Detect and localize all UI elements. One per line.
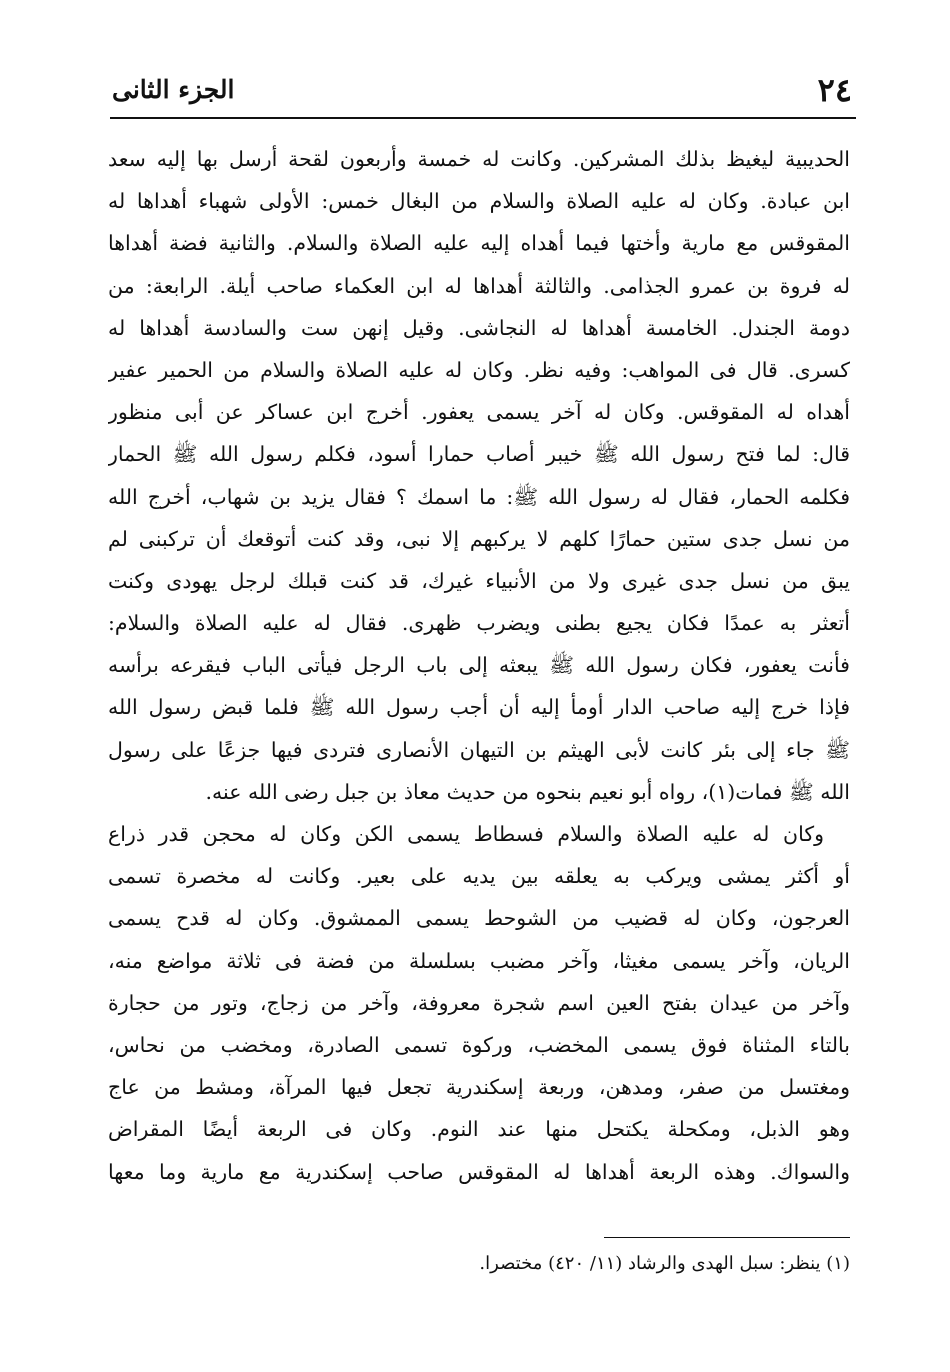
text-line: فإذا خرج إليه صاحب الدار أومأ إليه أن أجب رسول الله ﷺ فلما قبض رسول الله: [108, 695, 850, 720]
text-line: الحديبية ليغيظ بذلك المشركين. وكانت له خمسة وأربعون لقحة أرسل بها إليه سعد: [108, 147, 850, 171]
text-line: له فروة بن عمرو الجذامى. والثالثة أهداها له ابن العكماء صاحب أيلة. الرابعة: من: [108, 273, 850, 298]
header-rule: [110, 117, 856, 119]
text-line: ﷺ جاء إلى بئر كانت لأبى الهيثم بن التيهان الأنصارى فتردى فيها جزعًا على رسول: [108, 737, 850, 762]
footnote-rule: [604, 1237, 850, 1238]
footnote: (١) ينظر: سبل الهدى والرشاد (١١/ ٤٢٠) مختصرا.: [479, 1253, 850, 1274]
text-line: دومة الجندل. الخامسة أهداها له النجاشى. وقيل إنهن ست والسادسة أهداها له: [108, 315, 850, 340]
text-line: ابن عبادة. وكان له عليه الصلاة والسلام من البغال خمس: الأولى شهباء أهداها له: [108, 189, 850, 214]
body-text: [108, 138, 850, 1193]
text-line: كسرى. قال فى المواهب: وفيه نظر. وكان له عليه الصلاة والسلام من الحمير عفير: [108, 357, 850, 382]
text-line: بالتاء المثناة فوق يسمى المخضب، وركوة تسمى الصادرة، ومخضب من نحاس،: [108, 1032, 850, 1057]
text-line: العرجون، وكان له قضيب من الشوحط يسمى الممشوق. وكان له قدح يسمى: [108, 906, 850, 931]
text-line: من نسل جدى ستين حمارًا كلهم لا يركبهم إلا نبى، وقد كنت أتوقعك أن تركبنى لم: [108, 526, 850, 551]
text-line: وكان له عليه الصلاة والسلام فسطاط يسمى الكن وكان له محجن قدر ذراع: [108, 822, 824, 846]
text-line: يبق من نسل جدى غيرى ولا من الأنبياء غيرك، قد كنت قبلك لرجل يهودى وكنت: [108, 568, 850, 593]
text-line: وهو الذبل، ومكحلة يكتحل منها عند النوم. وكان فى الربعة أيضًا المقراض: [108, 1117, 850, 1142]
text-line: المقوقس مع مارية وأختها فيما أهداه إليه عليه الصلاة والسلام. والثانية فضة أهداها: [108, 231, 850, 256]
text-line: قال: لما فتح رسول الله ﷺ خيبر أصاب حمارا أسود، فكلم رسول الله ﷺ الحمار: [108, 442, 850, 467]
text-line: فأنت يعفور، فكان رسول الله ﷺ يبعثه إلى باب الرجل فيأتى الباب فيقرعه برأسه: [108, 653, 850, 678]
page-header: [112, 70, 852, 114]
text-line: أتعثر به عمدًا فكان يجيع بطنى ويضرب ظهرى. فقال له عليه الصلاة والسلام:: [108, 611, 850, 636]
text-line: الريان، وآخر يسمى مغيثا، وآخر مضبب بسلسلة من فضة فى ثلاثة مواضع منه،: [108, 948, 850, 973]
text-line: الله ﷺ فمات(١)، رواه أبو نعيم بنحوه من حديث معاذ بن جبل رضى الله عنه.: [205, 779, 850, 804]
text-line: فكلمه الحمار، فقال له رسول الله ﷺ: ما اسمك ؟ فقال يزيد بن شهاب، أخرج الله: [108, 484, 850, 509]
text-line: ومغتسل من صفر، ومدهن، وربعة إسكندرية تجعل فيها المرآة، ومشط من عاج: [108, 1075, 850, 1100]
page-number: ٢٤: [817, 71, 852, 109]
text-line: وآخر من عيدان بفتح العين اسم شجرة معروفة، وآخر من زجاج، وتور من حجارة: [108, 990, 850, 1015]
text-line: أهداه له المقوقس. وكان له آخر يسمى يعفور. أخرج ابن عساكر عن أبى منظور: [108, 400, 850, 425]
text-line: والسواك. وهذه الربعة أهداها له المقوقس صاحب إسكندرية مع مارية وما معها: [108, 1159, 850, 1184]
running-title: الجزء الثانى: [112, 75, 235, 104]
text-line: أو أكثر يمشى ويركب به يعلقه بين يديه على بعير. وكانت له مخصرة تسمى: [108, 864, 850, 889]
